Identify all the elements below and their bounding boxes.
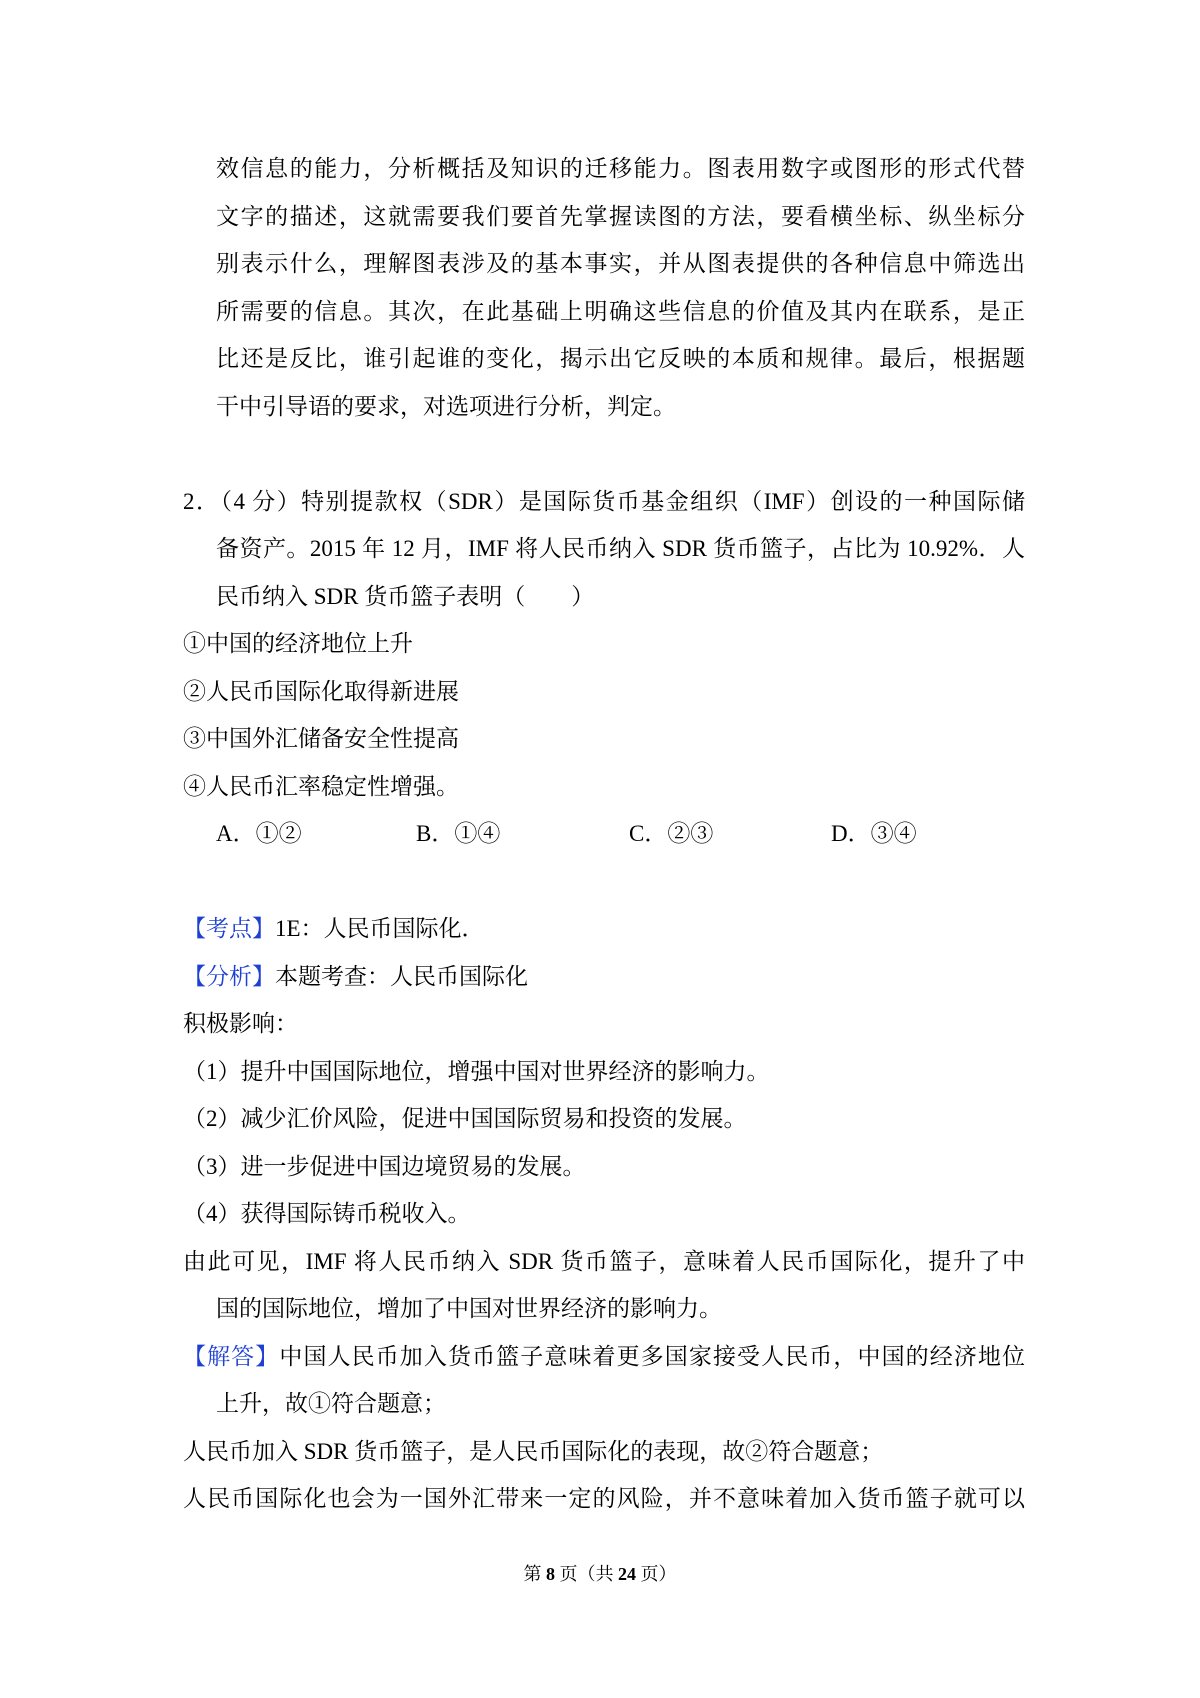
analysis-section: [183, 905, 1025, 1333]
kaodian-text: 1E：人民币国际化．: [275, 916, 485, 941]
option-d: D．③④: [831, 821, 917, 846]
continuation-line: 文字的描述，这就需要我们要首先掌握读图的方法，要看横坐标、纵坐标分: [216, 203, 1025, 229]
answer-line: 人民币加入 SDR 货币篮子，是人民币国际化的表现，故②符合题意；: [183, 1438, 884, 1464]
answer-first-text: 中国人民币加入货币篮子意味着更多国家接受人民币，中国的经济地位: [279, 1343, 1026, 1369]
analysis-line: 积极影响：: [183, 1011, 298, 1036]
continuation-line: 所需要的信息。其次，在此基础上明确这些信息的价值及其内在联系，是正: [216, 298, 1025, 324]
question-2: [183, 478, 1025, 858]
continuation-line: 干中引导语的要求，对选项进行分析，判定。: [216, 393, 676, 419]
analysis-line: （3）进一步促进中国边境贸易的发展。: [183, 1153, 586, 1179]
analysis-line: （2）减少汇价风险，促进中国国际贸易和投资的发展。: [183, 1106, 747, 1131]
statement-2: ②人民币国际化取得新进展: [183, 678, 459, 704]
page-footer: [0, 1561, 1200, 1587]
footer-middle: 页（共: [555, 1564, 618, 1584]
conclusion-line: 国的国际地位，增加了中国对世界经济的影响力。: [216, 1296, 722, 1321]
fenxi-label: 【分析】: [183, 963, 275, 989]
analysis-line: （1）提升中国国际地位，增强中国对世界经济的影响力。: [183, 1058, 770, 1084]
question-stem-line: 备资产。2015 年 12 月，IMF 将人民币纳入 SDR 货币篮子，占比为 10.92%．人: [216, 536, 1025, 561]
continuation-line: 比还是反比，谁引起谁的变化，揭示出它反映的本质和规律。最后，根据题: [216, 346, 1025, 371]
answer-line: 上升，故①符合题意；: [216, 1391, 446, 1416]
option-b: B．①④: [416, 821, 501, 846]
answer-options: [183, 810, 1025, 858]
answer-first-line: [183, 1333, 1025, 1381]
conclusion-line: 由此可见，IMF 将人民币纳入 SDR 货币篮子，意味着人民币国际化，提升了中: [183, 1248, 1025, 1274]
kaodian-line: [183, 905, 1025, 953]
answer-section: [183, 1333, 1025, 1523]
previous-answer-continuation: [183, 145, 1025, 430]
question-stem-line: 2．（4 分）特别提款权（SDR）是国际货币基金组织（IMF）创设的一种国际储: [183, 488, 1025, 514]
jieda-label: 【解答】: [183, 1343, 280, 1369]
answer-line: 人民币国际化也会为一国外汇带来一定的风险，并不意味着加入货币篮子就可以: [183, 1486, 1025, 1511]
option-c: C．②③: [629, 821, 714, 846]
fenxi-text: 本题考查：人民币国际化: [275, 963, 528, 989]
statement-1: ①中国的经济地位上升: [183, 631, 413, 656]
footer-prefix: 第: [523, 1564, 546, 1584]
analysis-line: （4）获得国际铸币税收入。: [183, 1201, 471, 1226]
statement-4: ④人民币汇率稳定性增强。: [183, 773, 459, 799]
continuation-line: 别表示什么，理解图表涉及的基本事实，并从图表提供的各种信息中筛选出: [216, 251, 1025, 276]
question-stem-line: 民币纳入 SDR 货币篮子表明（ ）: [216, 583, 595, 609]
fenxi-line: [183, 953, 1025, 1001]
footer-page-number: 8: [546, 1564, 555, 1584]
document-page: [183, 145, 1025, 1523]
statement-3: ③中国外汇储备安全性提高: [183, 726, 459, 751]
kaodian-label: 【考点】: [183, 916, 275, 941]
footer-total-pages: 24: [618, 1564, 636, 1584]
continuation-line: 效信息的能力，分析概括及知识的迁移能力。图表用数字或图形的形式代替: [216, 156, 1025, 181]
footer-suffix: 页）: [636, 1564, 677, 1584]
option-a: A．①②: [216, 821, 302, 846]
